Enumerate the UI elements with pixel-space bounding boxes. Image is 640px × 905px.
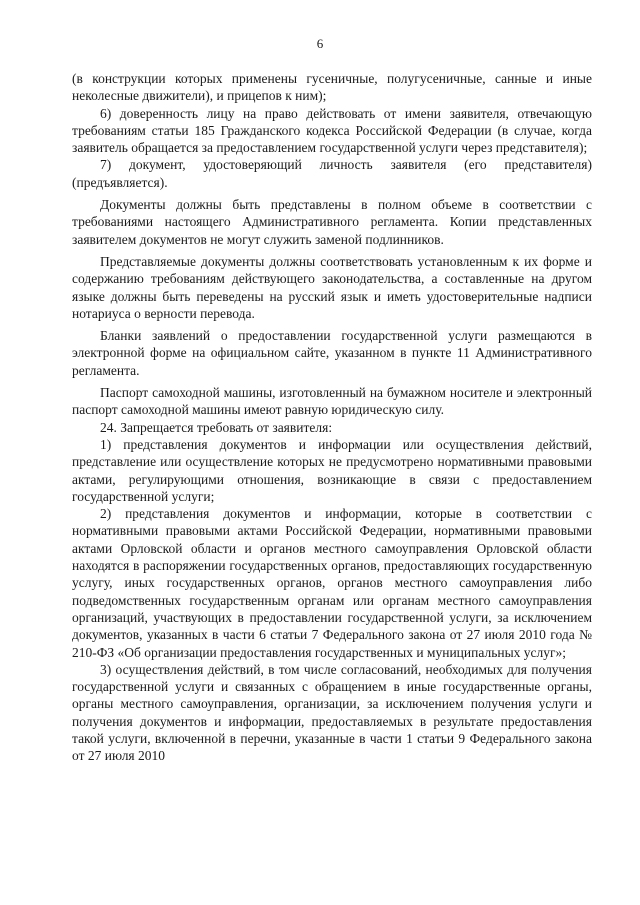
document-body (72, 70, 592, 765)
paragraph-documents-full-volume: Документы должны быть представлены в полном объеме в соответствии с требованиями настоящего Административного регламента. Копии представленных заявителем документов не могут служить заменой подлинников. (72, 197, 592, 247)
paragraph-item-24-heading: 24. Запрещается требовать от заявителя: (100, 419, 333, 435)
paragraph-prohibition-1: 1) представления документов и информации или осуществления действий, представление или осуществление которых не предусмотрено нормативными правовыми актами, регулирующими отношения, возникающие в связи с предоставлением государственной услуги; (72, 436, 592, 504)
paragraph-machine-passport: Паспорт самоходной машины, изготовленный на бумажном носителе и электронный паспорт самоходной машины имеют равную юридическую силу. (72, 385, 592, 418)
paragraph-prohibition-3: 3) осуществления действий, в том числе согласований, необходимых для получения государственной услуги и связанных с обращением в иные государственные органы, органы местного самоуправления, организации, за исключением получения услуги и получения документов и информации, предоставляемых в результате предоставления такой услуги, включенной в перечни, указанные в части 1 статьи 9 Федерального закона от 27 июля 2010 (72, 661, 592, 764)
paragraph-prohibition-2: 2) представления документов и информации, которые в соответствии с нормативными правовыми актами Российской Федерации, нормативными правовыми актами Орловской области и органов местного самоуправления Орловской области находятся в распоряжении государственных органов, предоставляющих государственную услугу, иных государственных органов, органов местного самоуправления либо подведомственных государственным органам или органам местного самоуправления организаций, участвующих в предоставлении государственной услуги, за исключением документов, указанных в части 6 статьи 7 Федерального закона от 27 июля 2010 года № 210-ФЗ «Об организации предоставления государственных и муниципальных услуг»; (72, 506, 592, 660)
paragraph-item-6-power-of-attorney: 6) доверенность лицу на право действовать от имени заявителя, отвечающую требованиям статьи 185 Гражданского кодекса Российской Федерации (в случае, когда заявитель обращается за предоставлением государственной услуги через представителя); (72, 105, 592, 156)
paragraph-application-forms: Бланки заявлений о предоставлении государственной услуги размещаются в электронной форме на официальном сайте, указанном в пункте 11 Административного регламента. (72, 328, 592, 378)
paragraph-documents-requirements: Представляемые документы должны соответствовать установленным к их форме и содержанию требованиям действующего законодательства, а составленные на другом языке должны быть переведены на русский язык и иметь удостоверительные надписи нотариуса о верности перевода. (72, 253, 592, 321)
paragraph-item-7-identity-document: 7) документ, удостоверяющий личность заявителя (его представителя) (предъявляется). (72, 157, 592, 190)
paragraph-vehicles-continuation: (в конструкции которых применены гусеничные, полугусеничные, санные и иные неколесные движители), и прицепов к ним); (72, 71, 592, 104)
page-number: 6 (316, 36, 324, 51)
